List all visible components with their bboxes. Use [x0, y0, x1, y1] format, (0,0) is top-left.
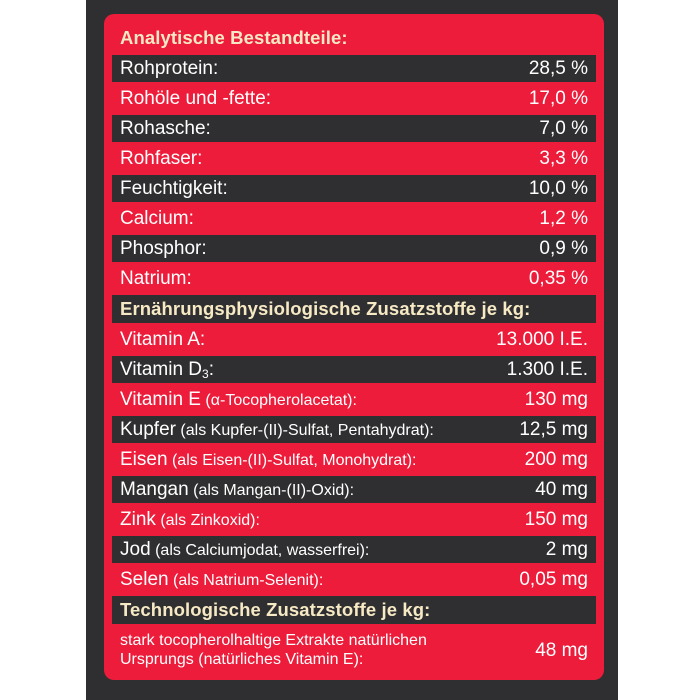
table-row	[112, 205, 596, 232]
row-label: Rohprotein:	[120, 58, 219, 79]
row-label: Zink (als Zinkoxid):	[120, 509, 260, 530]
row-value: 12,5 mg	[519, 419, 588, 440]
table-row	[112, 115, 596, 142]
row-label: Rohöle und -fette:	[120, 88, 272, 109]
table-row	[112, 566, 596, 593]
row-value: 28,5 %	[528, 58, 588, 79]
table-row	[112, 145, 596, 172]
row-value: 10,0 %	[528, 178, 588, 199]
row-label: Kupfer (als Kupfer-(II)-Sulfat, Pentahydrat):	[120, 419, 434, 440]
section-heading-analytische: Analytische Bestandteile:	[112, 24, 596, 52]
row-label: Jod (als Calciumjodat, wasserfrei):	[120, 539, 370, 560]
table-row	[112, 85, 596, 112]
row-label: Feuchtigkeit:	[120, 178, 228, 199]
row-value: 17,0 %	[528, 88, 588, 109]
row-value: 48 mg	[535, 639, 588, 661]
row-value: 130 mg	[524, 389, 588, 410]
row-label: Selen (als Natrium-Selenit):	[120, 569, 324, 590]
analysis-table	[104, 14, 604, 680]
table-row	[112, 506, 596, 533]
table-row	[112, 536, 596, 563]
row-value: 1.300 I.E.	[506, 359, 588, 380]
table-row	[112, 476, 596, 503]
row-value: 0,05 mg	[519, 569, 588, 590]
row-value: 1,2 %	[539, 208, 588, 229]
table-row	[112, 627, 596, 673]
row-label: Phosphor:	[120, 238, 207, 259]
row-value: 13.000 I.E.	[496, 329, 588, 350]
row-value: 150 mg	[524, 509, 588, 530]
row-value: 2 mg	[545, 539, 588, 560]
row-label: Calcium:	[120, 208, 194, 229]
row-value: 3,3 %	[539, 148, 588, 169]
table-row	[112, 386, 596, 413]
row-value: 200 mg	[524, 449, 588, 470]
row-value: 40 mg	[535, 479, 588, 500]
section-heading-technologische: Technologische Zusatzstoffe je kg:	[112, 596, 596, 624]
row-value: 0,35 %	[528, 268, 588, 289]
table-row	[112, 55, 596, 82]
table-row	[112, 175, 596, 202]
table-row	[112, 416, 596, 443]
table-row	[112, 356, 596, 383]
table-row	[112, 235, 596, 262]
section-heading-ernaehrungsphysiologische: Ernährungsphysiologische Zusatzstoffe je kg:	[112, 295, 596, 323]
row-label: Vitamin A:	[120, 329, 206, 350]
row-label: Eisen (als Eisen-(II)-Sulfat, Monohydrat):	[120, 449, 417, 470]
table-row	[112, 265, 596, 292]
row-value: 0,9 %	[539, 238, 588, 259]
row-label: Mangan (als Mangan-(II)-Oxid):	[120, 479, 355, 500]
row-label: stark tocopherolhaltige Extrakte natürlichen Ursprungs (natürliches Vitamin E):	[120, 632, 427, 668]
row-label: Vitamin $D_3$:	[120, 358, 214, 381]
row-label: Natrium:	[120, 268, 192, 289]
row-value: 7,0 %	[539, 118, 588, 139]
row-label: Vitamin E (α-Tocopherolacetat):	[120, 389, 357, 410]
table-row	[112, 326, 596, 353]
row-label: Rohasche:	[120, 118, 211, 139]
row-label: Rohfaser:	[120, 148, 203, 169]
table-row	[112, 446, 596, 473]
